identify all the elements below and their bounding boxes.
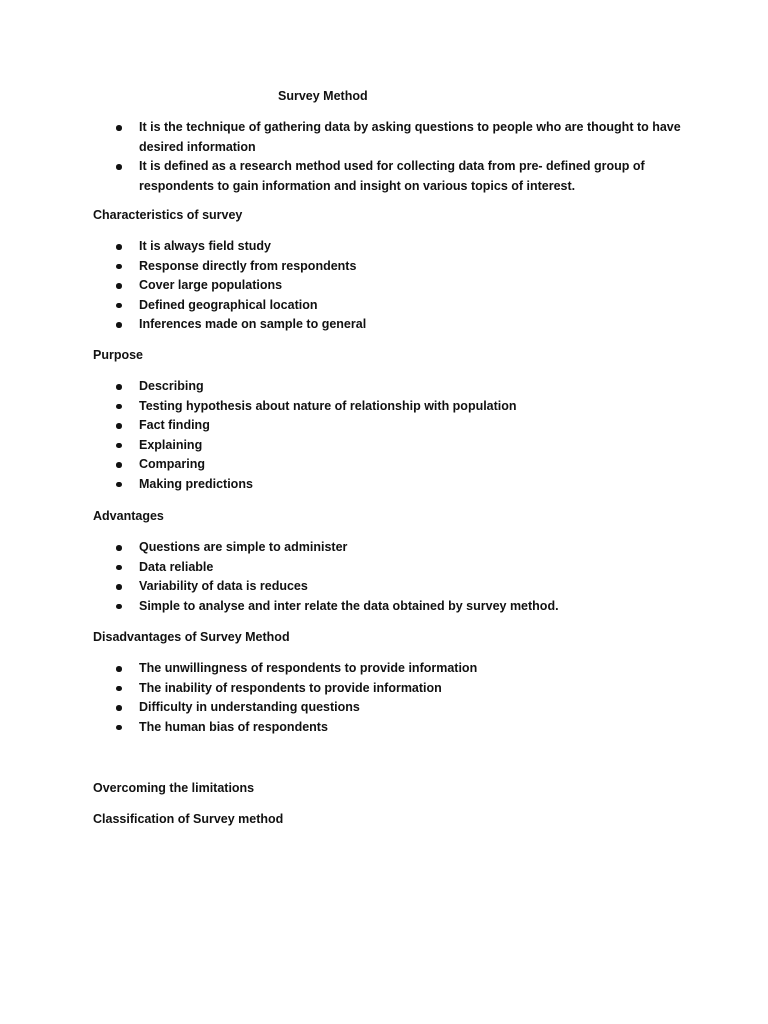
list-item-text: Fact finding: [139, 418, 210, 432]
bullet-icon: [116, 604, 122, 610]
list-item-text: Explaining: [139, 437, 203, 452]
list-item: [0, 157, 768, 196]
bullet-icon: [116, 283, 122, 289]
list-item-text: Comparing: [139, 457, 205, 471]
intro-list: [0, 118, 768, 196]
list-item: [0, 315, 768, 335]
list-item: [0, 538, 768, 558]
list-item-text: Testing hypothesis about nature of relationship with population: [139, 398, 517, 413]
disadvantages-heading: Disadvantages of Survey Method: [93, 630, 290, 644]
list-item-text-line: respondents to gain information and insight on various topics of interest.: [139, 178, 576, 193]
list-item-text-line: It is the technique of gathering data by asking questions to people who are thought to have: [139, 120, 681, 134]
list-item-text: The inability of respondents to provide information: [139, 680, 442, 695]
list-item-text: Simple to analyse and inter relate the data obtained by survey method.: [139, 598, 559, 613]
list-item-text: Making predictions: [139, 476, 253, 491]
list-item: [0, 659, 768, 679]
list-item: [0, 455, 768, 475]
list-item-text: Response directly from respondents: [139, 258, 357, 273]
characteristics-heading: Characteristics of survey: [93, 208, 243, 222]
list-item: [0, 577, 768, 597]
bullet-icon: [116, 565, 122, 571]
list-item-text: Difficulty in understanding questions: [139, 700, 360, 714]
list-item-text: Cover large populations: [139, 278, 283, 292]
bullet-icon: [116, 423, 122, 429]
bullet-icon: [116, 264, 122, 270]
list-item: [0, 377, 768, 397]
list-item-text: Describing: [139, 379, 204, 393]
purpose-list: [0, 377, 768, 494]
bullet-icon: [116, 725, 122, 731]
bullet-icon: [116, 164, 122, 170]
list-item: [0, 276, 768, 296]
disadvantages-list: [0, 659, 768, 737]
bullet-icon: [116, 443, 122, 449]
bullet-icon: [116, 545, 122, 551]
characteristics-list: [0, 237, 768, 335]
bullet-icon: [116, 482, 122, 488]
list-item-text: Questions are simple to administer: [139, 540, 348, 554]
advantages-list: [0, 538, 768, 616]
bullet-icon: [116, 404, 122, 410]
bullet-icon: [116, 384, 122, 390]
list-item: [0, 436, 768, 456]
list-item-text: Data reliable: [139, 559, 214, 574]
classification-heading: Classification of Survey method: [93, 812, 284, 826]
list-item: [0, 718, 768, 738]
list-item-text: It is always field study: [139, 239, 271, 253]
list-item: [0, 558, 768, 578]
list-item: [0, 698, 768, 718]
list-item-text: Defined geographical location: [139, 297, 318, 312]
bullet-icon: [116, 705, 122, 711]
list-item-text: The human bias of respondents: [139, 719, 328, 734]
list-item-text: Inferences made on sample to general: [139, 317, 367, 331]
bullet-icon: [116, 666, 122, 672]
list-item-text-line: desired information: [139, 139, 256, 154]
bullet-icon: [116, 125, 122, 131]
bullet-icon: [116, 686, 122, 692]
advantages-heading: Advantages: [93, 509, 164, 523]
purpose-heading: Purpose: [93, 348, 144, 362]
overcoming-heading: Overcoming the limitations: [93, 781, 255, 795]
list-item: [0, 118, 768, 157]
list-item: [0, 597, 768, 617]
list-item: [0, 296, 768, 316]
list-item: [0, 679, 768, 699]
bullet-icon: [116, 322, 122, 328]
bullet-icon: [116, 584, 122, 590]
list-item: [0, 397, 768, 417]
bullet-icon: [116, 303, 122, 309]
document-title: Survey Method: [278, 89, 368, 103]
list-item: [0, 416, 768, 436]
bullet-icon: [116, 462, 122, 468]
bullet-icon: [116, 244, 122, 250]
list-item: [0, 257, 768, 277]
list-item-text: The unwillingness of respondents to provide information: [139, 661, 478, 675]
list-item: [0, 237, 768, 257]
list-item-text: Variability of data is reduces: [139, 579, 308, 593]
list-item: [0, 475, 768, 495]
list-item-text-line: It is defined as a research method used for collecting data from pre- defined group of: [139, 159, 645, 173]
